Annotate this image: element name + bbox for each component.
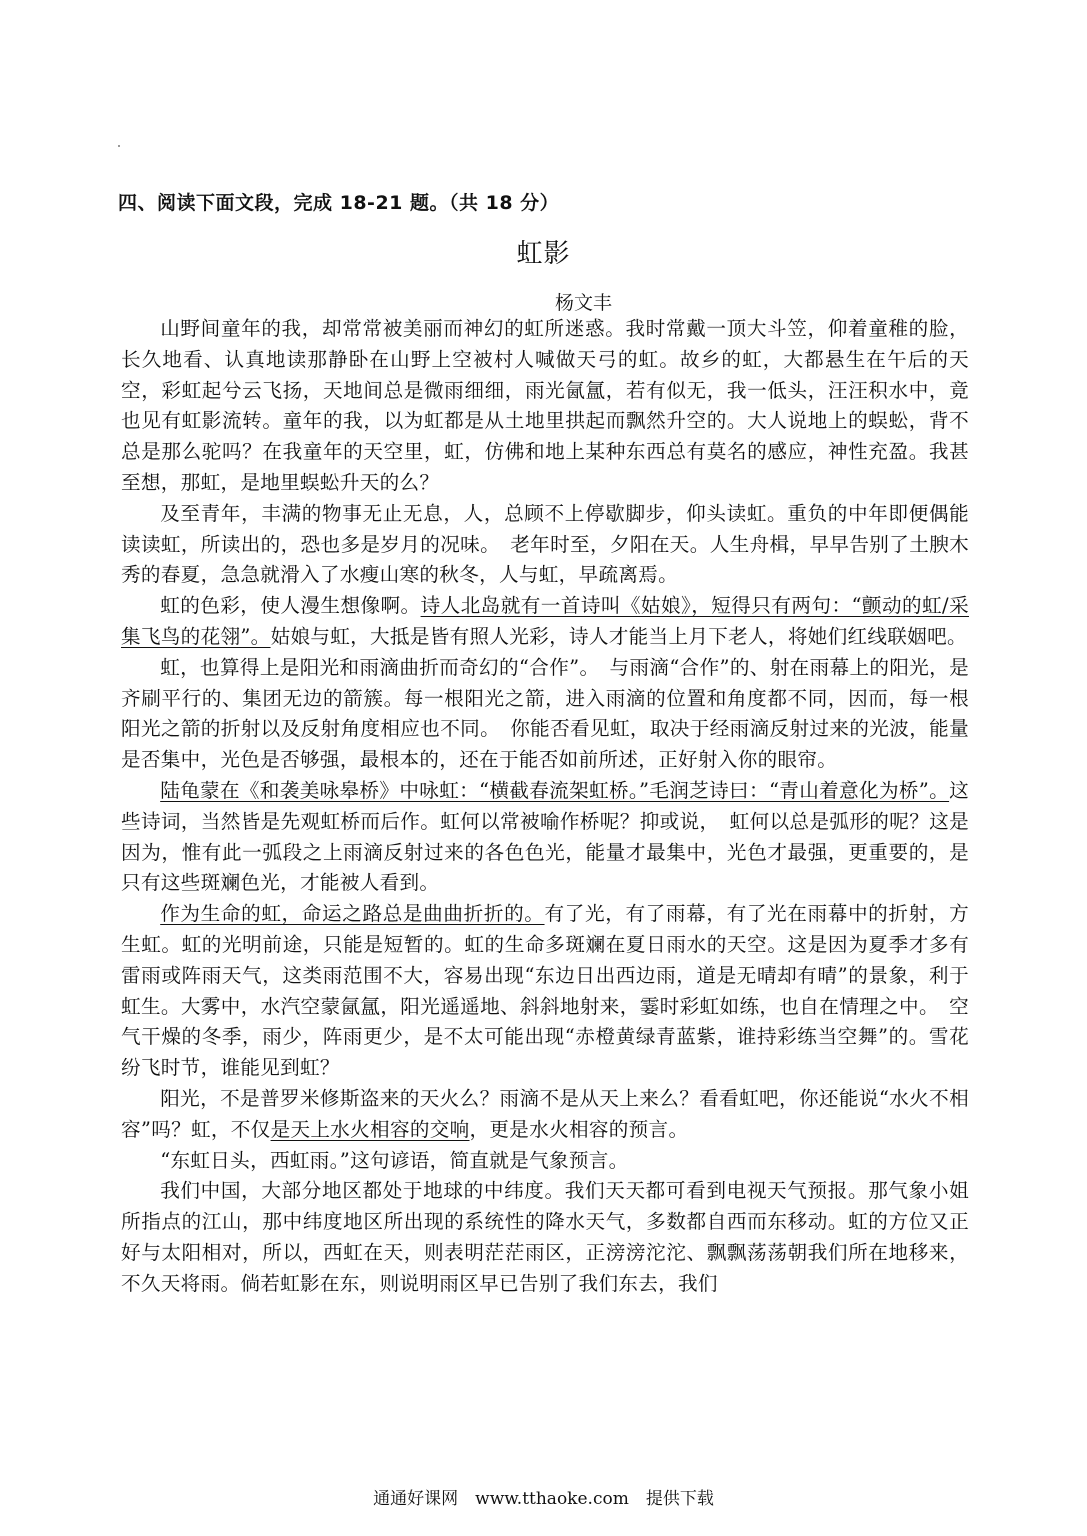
scan-speck	[118, 145, 120, 147]
underlined-passage: 诗人北岛就有一首诗叫《姑娘》，短得只有两句：“颤动的虹/采集飞鸟的花翎”。	[121, 594, 969, 648]
underlined-passage: 作为生命的虹，命运之路总是曲曲折折的。	[160, 902, 545, 926]
text-run: 虹的色彩，使人漫生想像啊。	[160, 594, 421, 618]
text-run: 这些诗词，当然皆是先观虹桥而后作。虹何以常被喻作桥呢？抑或说， 虹何以总是弧形的呢？这是因为，惟有此一弧段之上雨滴反射过来的各色色光，能量才最集中，光色才最强，更重要的，是只有这些斑斓色光，才能被人看到。	[121, 778, 969, 895]
text-run: 山野间童年的我，却常常被美丽而神幻的虹所迷惑。我时常戴一顶大斗笠，仰着童稚的脸，长久地看、认真地读那静卧在山野上空被村人喊做天弓的虹。故乡的虹，大都悬生在午后的天空，彩虹起兮云飞扬，天地间总是微雨细细，雨光氤氲，若有似无，我一低头，汪汪积水中，竟也见有虹影流转。童年的我，以为虹都是从土地里拱起而飘然升空的。大人说地上的蜈蚣，背不总是那么驼吗？在我童年的天空里，虹，仿佛和地上某种东西总有莫名的感应，神性充盈。我甚至想，那虹，是地里蜈蚣升天的么？	[121, 317, 969, 494]
underlined-passage: 是天上水火相容的交响	[270, 1117, 470, 1141]
underlined-passage: 陆龟蒙在《和袭美咏皋桥》中咏虹：“横截春流架虹桥。”毛润芝诗曰：“青山着意化为桥”。	[160, 778, 950, 802]
text-run: 虹，也算得上是阳光和雨滴曲折而奇幻的“合作”。 与雨滴“合作”的、射在雨幕上的阳光，是齐刷平行的、集团无边的箭簇。每一根阳光之箭，进入雨滴的位置和角度都不同，因而，每一根阳光之箭的折射以及反射角度相应也不同。 你能否看见虹，取决于经雨滴反射过来的光波，能量是否集中，光色是否够强，最根本的，还在于能否如前所述，正好射入你的眼帘。	[121, 655, 969, 772]
article-title: 虹影	[516, 239, 571, 269]
paragraph	[121, 776, 969, 899]
paragraph	[121, 1146, 969, 1177]
article-body	[121, 314, 969, 1300]
text-run: 阳光，不是普罗米修斯盗来的天火么？雨滴不是从天上来么？看看虹吧，你还能说“水火不相容”吗？虹，不仅	[121, 1086, 969, 1141]
paragraph	[121, 314, 969, 499]
paragraph	[121, 899, 969, 1084]
text-run: ，更是水火相容的预言。	[469, 1117, 689, 1141]
paragraph	[121, 1084, 969, 1146]
page-footer: 通通好课网 www.tthaoke.com 提供下载	[373, 1489, 714, 1509]
paragraph	[121, 1176, 969, 1299]
text-run: “东虹日头，西虹雨。”这句谚语，简直就是气象预言。	[160, 1148, 629, 1172]
text-run: 姑娘与虹，大抵是皆有照人光彩，诗人才能当上月下老人，将她们红线联姻吧。	[270, 624, 967, 648]
paragraph	[121, 591, 969, 653]
article-author: 杨文丰	[555, 292, 613, 314]
text-run: 有了光，有了雨幕，有了光在雨幕中的折射，方生虹。虹的光明前途，只能是短暂的。虹的生命多斑斓在夏日雨水的天空。这是因为夏季才多有雷雨或阵雨天气，这类雨范围不大，容易出现“东边日出西边雨，道是无晴却有晴”的景象，利于虹生。大雾中，水汽空蒙氤氲，阳光遥遥地、斜斜地射来，霎时彩虹如练，也自在情理之中。 空气干燥的冬季，雨少，阵雨更少，是不太可能出现“赤橙黄绿青蓝紫，谁持彩练当空舞”的。雪花纷飞时节，谁能见到虹？	[121, 902, 969, 1080]
paragraph	[121, 653, 969, 776]
text-run: 我们中国，大部分地区都处于地球的中纬度。我们天天都可看到电视天气预报。那气象小姐所指点的江山，那中纬度地区所出现的系统性的降水天气，多数都自西而东移动。虹的方位又正好与太阳相对，所以，西虹在天，则表明茫茫雨区，正滂滂沱沱、飘飘荡荡朝我们所在地移来，不久天将雨。倘若虹影在东，则说明雨区早已告别了我们东去，我们	[121, 1179, 969, 1295]
text-run: 及至青年，丰满的物事无止无息，人，总顾不上停歇脚步，仰头读虹。重负的中年即便偶能读读虹，所读出的，恐也多是岁月的况味。 老年时至，夕阳在天。人生舟楫，早早告别了土腴木秀的春夏，急急就滑入了水瘦山寒的秋冬，人与虹，早疏离焉。	[121, 501, 969, 587]
paragraph	[121, 499, 969, 591]
section-heading: 四、阅读下面文段，完成 18-21 题。（共 18 分）	[118, 192, 560, 214]
